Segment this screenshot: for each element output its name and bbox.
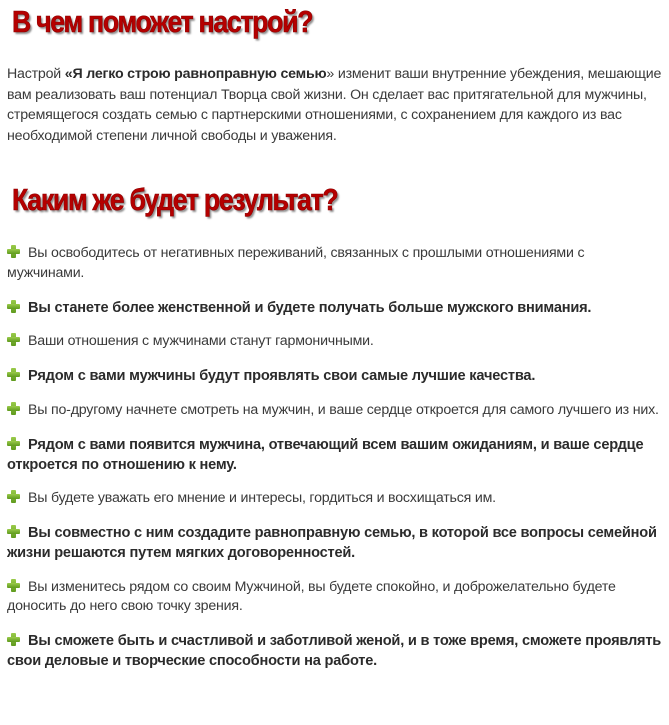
list-item (7, 631, 665, 671)
results-list (7, 244, 665, 686)
list-item-text: Вы будете уважать его мнение и интересы, гордиться и восхищаться им. (28, 490, 496, 506)
list-item-text: Вы освободитесь от негативных переживаний, связанных с прошлыми отношениями с мужчинами. (7, 245, 585, 281)
list-item-text: Вы станете более женственной и будете получать больше мужского внимания. (28, 299, 592, 316)
green-plus-icon (7, 579, 20, 592)
green-plus-icon (7, 245, 20, 258)
heading-result: Каким же будет результат? (12, 182, 338, 217)
list-item (7, 578, 665, 617)
green-plus-icon (7, 368, 20, 381)
list-item (7, 366, 665, 386)
list-item-text: Рядом с вами появится мужчина, отвечающий всем вашим ожиданиям, и ваше сердце откроется по отношению к нему. (7, 436, 644, 473)
list-item-text: Вы по-другому начнете смотреть на мужчин, и ваше сердце откроется для самого лучшего из них. (28, 401, 659, 418)
list-item (7, 435, 665, 475)
intro-program-title: «Я легко строю равноправную семью (64, 66, 327, 82)
green-plus-icon (7, 633, 20, 646)
intro-quote-close: » (326, 66, 338, 82)
list-item (7, 244, 665, 283)
intro-prefix: Настрой (7, 66, 65, 82)
green-plus-icon (7, 402, 20, 415)
heading-how-it-helps: В чем поможет настрой? (12, 4, 313, 39)
list-item-text: Вы изменитесь рядом со своим Мужчиной, вы будете спокойно, и доброжелательно будете доносить до него свою точку зрения. (7, 578, 616, 614)
list-item-text: Вы сможете быть и счастливой и заботливой женой, и в тоже время, сможете проявлять свои деловые и творческие способности на работе. (7, 633, 662, 669)
green-plus-icon (7, 300, 20, 313)
green-plus-icon (7, 490, 20, 503)
list-item (7, 489, 665, 509)
list-item (7, 523, 665, 563)
list-item-text: Вы совместно с ним создадите равноправную семью, в которой все вопросы семейной жизни решаются путем мягких договоренностей. (7, 525, 657, 561)
green-plus-icon (7, 437, 20, 450)
intro-body: изменит ваши внутренние убеждения, мешающие вам реализовать ваш потенциал Творца свой жизни. Он сделает вас притягательной для мужчины, стремящегося создать семью с партнерскими отношениями, с сохранением для каждого из вас необходимой степени личной свободы и уважения. (7, 66, 662, 144)
green-plus-icon (7, 333, 20, 346)
list-item (7, 332, 665, 352)
green-plus-icon (7, 525, 20, 538)
list-item-text: Рядом с вами мужчины будут проявлять свои самые лучшие качества. (28, 368, 536, 384)
list-item (7, 298, 665, 318)
intro-paragraph (7, 64, 665, 146)
list-item (7, 401, 665, 421)
list-item-text: Ваши отношения с мужчинами станут гармоничными. (28, 333, 374, 349)
